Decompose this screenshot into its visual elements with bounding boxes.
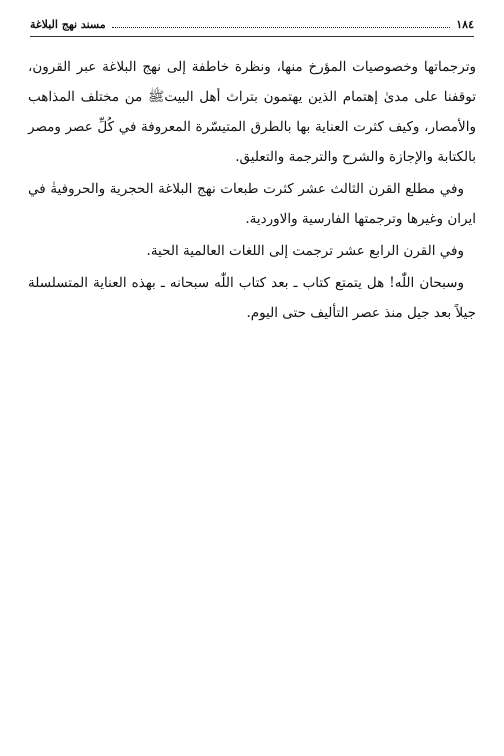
paragraph: وترجماتها وخصوصيات المؤرخ منها، ونظرة خاطفة إلى نهج البلاغة عبر القرون، توقفنا على مدىٰ إهتمام الذين يهتمون بتراث أهل البيتﷺ من مختلف المذاهب والأمصار، وكيف كثرت العناية بها بالطرق المتيسّرة المعروفة في كُلِّ عصر ومصر بالكتابة والإجازة والشرح والترجمة والتعليق. bbox=[28, 59, 476, 165]
running-header bbox=[30, 14, 474, 34]
book-title: مسند نهج البلاغة bbox=[30, 17, 106, 31]
header-divider bbox=[30, 36, 474, 37]
header-dot-leader bbox=[112, 21, 451, 28]
paragraph: وفي مطلع القرن الثالث عشر كثرت طبعات نهج البلاغة الحجرية والحروفيةٰ في ايران وغيرها وترجمتها الفارسية والاوردية. bbox=[28, 181, 476, 227]
paragraph: وسبحان اللّٰه! هل يتمتع كتاب ـ بعد كتاب اللّٰه سبحانه ـ بهذه العناية المتسلسلة جيلاً بعد جيل منذ عصر التأليف حتى اليوم. bbox=[28, 275, 476, 321]
paragraph: وفي القرن الرابع عشر ترجمت إلى اللغات العالمية الحية. bbox=[146, 243, 464, 259]
body-text bbox=[28, 52, 476, 330]
page-number: ١٨٤ bbox=[456, 17, 474, 31]
